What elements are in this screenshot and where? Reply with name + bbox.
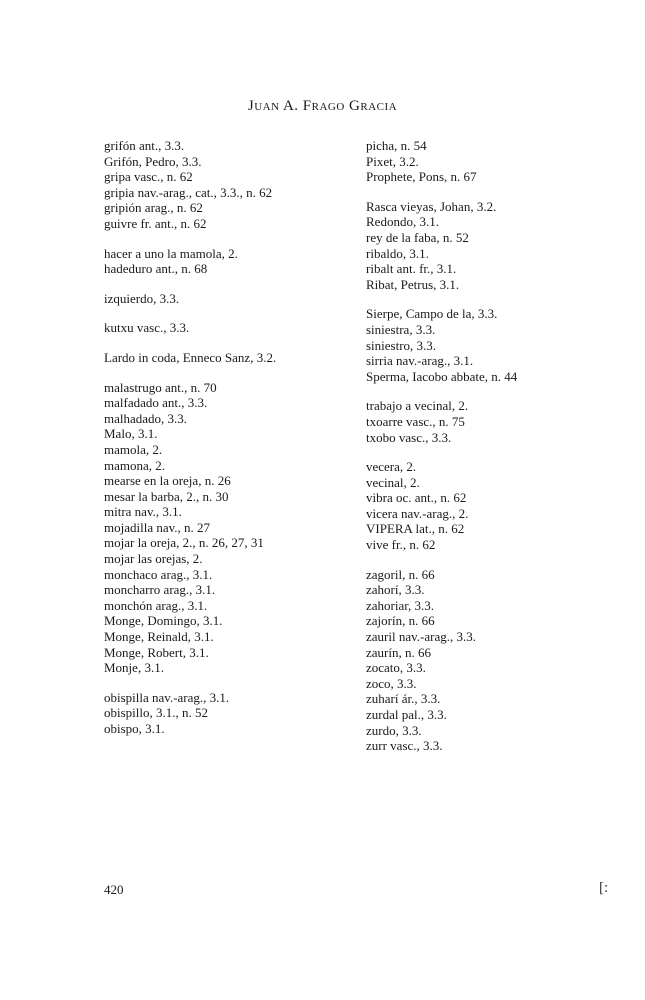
index-entry: malfadado ant., 3.3.	[104, 395, 208, 411]
index-entry: rey de la faba, n. 52	[366, 229, 469, 245]
index-group	[366, 398, 596, 445]
index-entry: monchaco arag., 3.1.	[104, 566, 213, 582]
index-entry: txoarre vasc., n. 75	[366, 413, 465, 429]
index-entry: Sperma, Iacobo abbate, n. 44	[366, 368, 518, 384]
index-entry: txobo vasc., 3.3.	[366, 429, 452, 445]
index-group	[104, 138, 334, 232]
index-entry: zauril nav.-arag., 3.3.	[366, 629, 476, 645]
index-entry: mitra nav., 3.1.	[104, 504, 182, 520]
running-header	[0, 98, 645, 115]
index-entry: obispilla nav.-arag., 3.1.	[104, 689, 230, 705]
index-entry: hacer a uno la mamola, 2.	[104, 245, 238, 261]
index-entry: zajorín, n. 66	[366, 613, 435, 629]
index-entry: Malo, 3.1.	[104, 426, 158, 442]
index-entry: vibra oc. ant., n. 62	[366, 490, 467, 506]
index-group	[104, 380, 334, 676]
index-entry: gripa vasc., n. 62	[104, 169, 193, 185]
index-entry: zurr vasc., 3.3.	[366, 738, 443, 754]
index-entry: gripión arag., n. 62	[104, 200, 203, 216]
index-group	[104, 350, 334, 366]
index-entry: zoco, 3.3.	[366, 675, 417, 691]
index-entry: gripia nav.-arag., cat., 3.3., n. 62	[104, 184, 273, 200]
index-group	[104, 690, 334, 737]
index-entry: zurdal pal., 3.3.	[366, 707, 447, 722]
index-entry: mamola, 2.	[104, 441, 163, 457]
index-group	[366, 138, 596, 185]
corner-mark: [:	[599, 880, 609, 896]
index-entry: Monge, Robert, 3.1.	[104, 644, 209, 660]
index-entry: vecinal, 2.	[366, 474, 420, 490]
index-entry: zagoril, n. 66	[366, 566, 435, 582]
index-entry: Pixet, 3.2.	[366, 153, 419, 169]
index-entry: mesar la barba, 2., n. 30	[104, 488, 229, 504]
index-entry: mearse en la oreja, n. 26	[104, 473, 231, 489]
index-entry: vecera, 2.	[366, 459, 417, 475]
index-entry: zocato, 3.3.	[366, 660, 426, 676]
index-entry: moncharro arag., 3.1.	[104, 582, 216, 598]
index-entry: Monge, Reinald, 3.1.	[104, 629, 214, 645]
index-entry: zaurín, n. 66	[366, 644, 431, 660]
index-entry: siniestro, 3.3.	[366, 337, 437, 353]
index-entry: vive fr., n. 62	[366, 537, 436, 553]
index-group	[104, 320, 334, 336]
index-entry: zahorí, 3.3.	[366, 582, 425, 598]
index-entry: mojadilla nav., n. 27	[104, 519, 211, 535]
index-entry: Redondo, 3.1.	[366, 214, 439, 230]
index-entry: picha, n. 54	[366, 138, 427, 153]
index-entry: sirria nav.-arag., 3.1.	[366, 353, 474, 369]
index-entry: Prophete, Pons, n. 67	[366, 169, 477, 185]
index-entry: obispo, 3.1.	[104, 721, 165, 736]
index-entry: Ribat, Petrus, 3.1.	[366, 276, 460, 292]
index-entry: trabajo a vecinal, 2.	[366, 398, 469, 414]
header-title: Juan A. Frago Gracia	[247, 98, 398, 114]
index-entry: hadeduro ant., n. 68	[104, 261, 208, 277]
index-entry: mojar la oreja, 2., n. 26, 27, 31	[104, 535, 264, 551]
index-entry: obispillo, 3.1., n. 52	[104, 705, 209, 721]
index-column-left	[104, 138, 334, 751]
index-group	[104, 291, 334, 307]
index-entry: malastrugo ant., n. 70	[104, 379, 217, 395]
index-entry: malhadado, 3.3.	[104, 410, 188, 426]
index-entry: ribalt ant. fr., 3.1.	[366, 261, 457, 277]
index-entry: mojar las orejas, 2.	[104, 551, 203, 567]
index-entry: izquierdo, 3.3.	[104, 290, 180, 306]
index-entry: monchón arag., 3.1.	[104, 597, 208, 613]
index-entry: zuharí ár., 3.3.	[366, 691, 441, 707]
index-entry: siniestra, 3.3.	[366, 321, 436, 337]
index-entry: mamona, 2.	[104, 457, 166, 473]
index-column-right	[366, 138, 596, 768]
index-entry: VIPERA lat., n. 62	[366, 521, 465, 537]
index-entry: zurdo, 3.3.	[366, 722, 422, 738]
index-entry: kutxu vasc., 3.3.	[104, 320, 190, 336]
index-entry: vicera nav.-arag., 2.	[366, 505, 469, 521]
index-entry: Monge, Domingo, 3.1.	[104, 613, 223, 629]
index-entry: guivre fr. ant., n. 62	[104, 215, 207, 231]
index-entry: ribaldo, 3.1.	[366, 245, 429, 261]
index-entry: Sierpe, Campo de la, 3.3.	[366, 306, 498, 322]
index-entry: zahoriar, 3.3.	[366, 597, 435, 613]
index-group	[366, 306, 596, 384]
index-group	[366, 199, 596, 293]
index-entry: grifón ant., 3.3.	[104, 138, 185, 153]
index-entry: Monje, 3.1.	[104, 660, 164, 676]
page-number: 420	[104, 882, 124, 897]
index-group	[104, 246, 334, 277]
index-entry: Lardo in coda, Enneco Sanz, 3.2.	[104, 349, 277, 365]
index-group	[366, 567, 596, 754]
index-entry: Rasca vieyas, Johan, 3.2.	[366, 198, 497, 214]
index-group	[366, 459, 596, 553]
index-entry: Grifón, Pedro, 3.3.	[104, 153, 202, 169]
